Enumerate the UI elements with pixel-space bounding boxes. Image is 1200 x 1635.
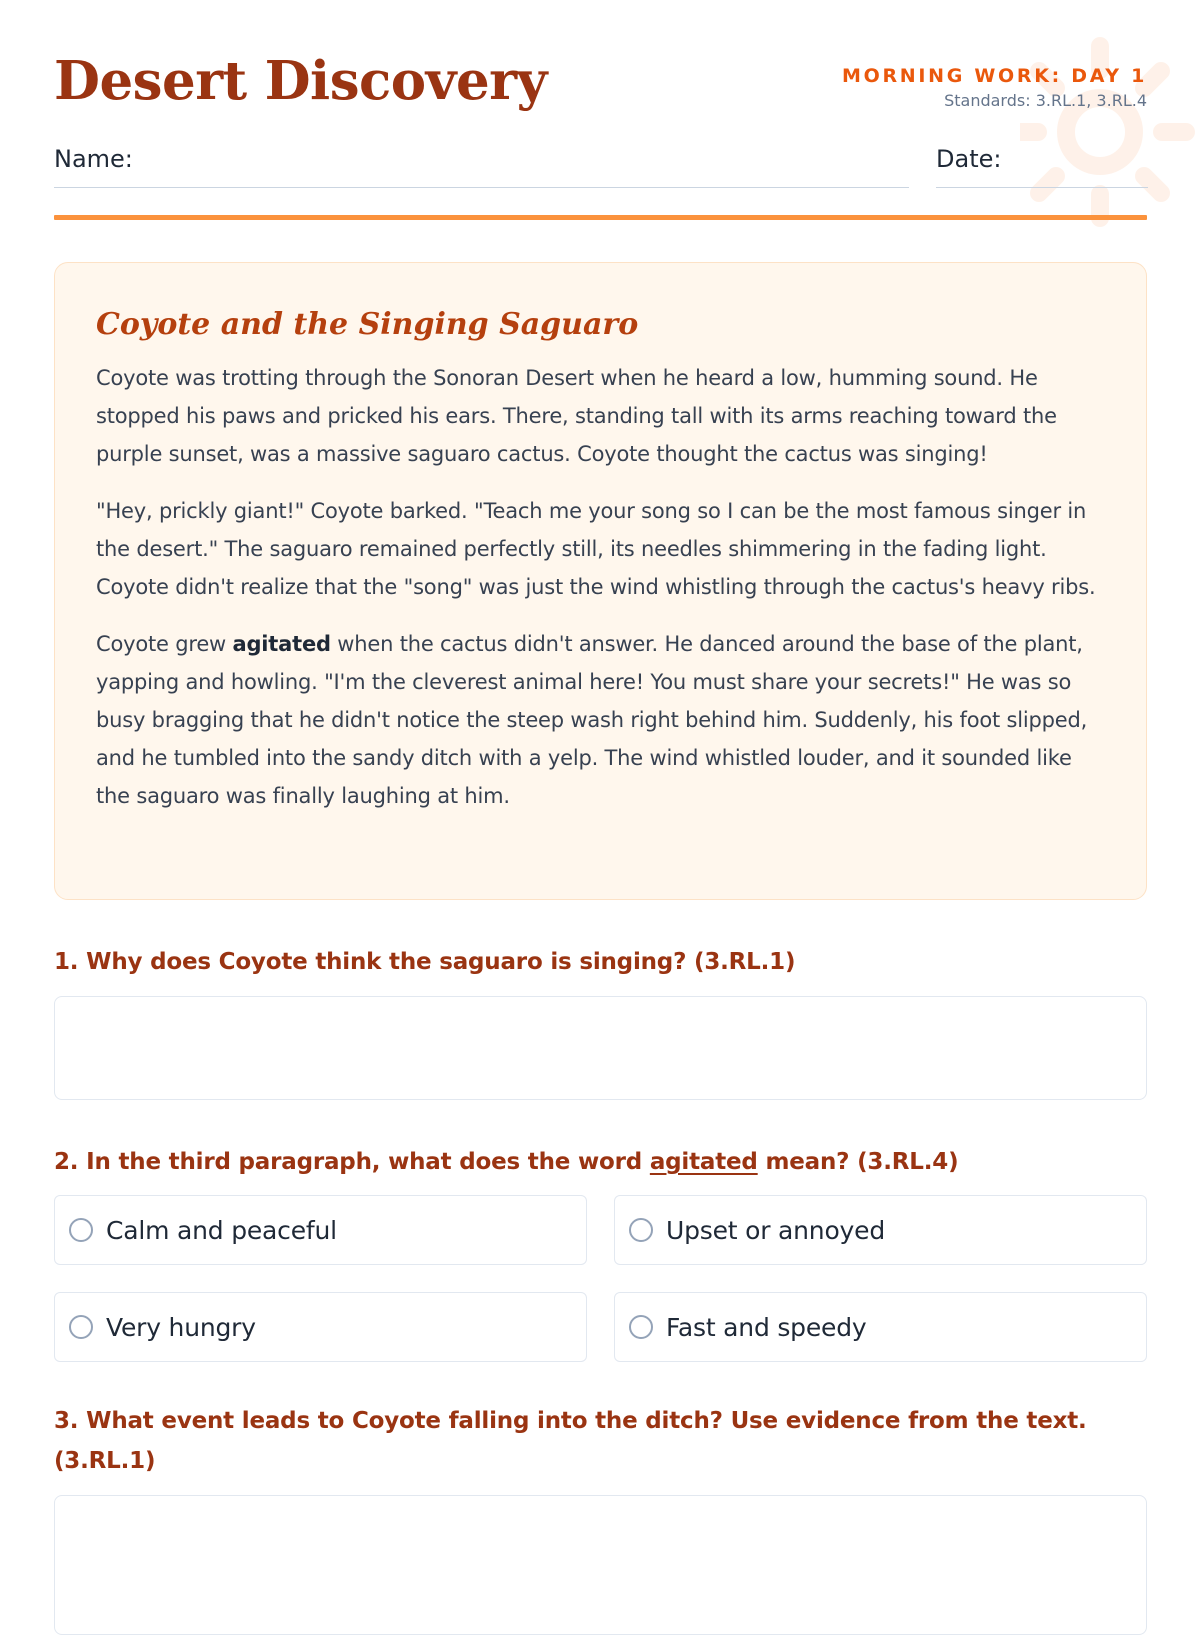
- story-passage: [54, 262, 1147, 900]
- morning-work-label: MORNING WORK: DAY 1: [842, 65, 1147, 87]
- radio-button[interactable]: [69, 1218, 93, 1242]
- radio-button[interactable]: [629, 1218, 653, 1242]
- answer-box-1[interactable]: [54, 996, 1147, 1100]
- story-paragraph: "Hey, prickly giant!" Coyote barked. "Teach me your song so I can be the most famous singer in the desert." The saguaro remained perfectly still, its needles shimmering in the fading light. Coyote didn't realize that the "song" was just the wind whistling through the cactus's heavy ribs.: [96, 499, 1096, 599]
- header-divider: [54, 215, 1147, 220]
- standards-label: Standards: 3.RL.1, 3.RL.4: [944, 91, 1147, 110]
- date-label: Date:: [936, 145, 1002, 173]
- choice-option[interactable]: [54, 1195, 587, 1265]
- question-1: 1. Why does Coyote think the saguaro is singing? (3.RL.1): [54, 949, 796, 975]
- radio-button[interactable]: [69, 1315, 93, 1339]
- name-field[interactable]: [54, 142, 909, 188]
- story-paragraph: Coyote was trotting through the Sonoran Desert when he heard a low, humming sound. He stopped his paws and pricked his ears. There, standing tall with its arms reaching toward the purple sunset, was a massive saguaro cactus. Coyote thought the cactus was singing!: [96, 366, 1057, 466]
- question-text: mean? (3.RL.4): [757, 1149, 959, 1175]
- header-meta: [842, 63, 1147, 114]
- choice-label: Very hungry: [106, 1312, 256, 1342]
- question-3: 3. What event leads to Coyote falling into the ditch? Use evidence from the text. (3.RL.1): [54, 1408, 1087, 1474]
- paragraph-text: when the cactus didn't answer. He danced around the base of the plant, yapping and howling. "I'm the cleverest animal here! You must share your secrets!" He was so busy bragging that he didn't notice the steep wash right behind him. Suddenly, his foot slipped, and he tumbled into the sandy ditch with a yelp. The wind whistled louder, and it sounded like the saguaro was finally laughing at him.: [96, 632, 1088, 808]
- choice-label: Calm and peaceful: [106, 1215, 337, 1245]
- name-label: Name:: [54, 145, 133, 173]
- question-2: [54, 1142, 958, 1182]
- story-title: Coyote and the Singing Saguaro: [96, 307, 639, 342]
- choice-option[interactable]: [54, 1292, 587, 1362]
- radio-button[interactable]: [629, 1315, 653, 1339]
- answer-box-3[interactable]: [54, 1495, 1147, 1635]
- choice-option[interactable]: [614, 1195, 1147, 1265]
- worksheet-page: [54, 0, 1147, 1600]
- vocabulary-word: agitated: [649, 1149, 758, 1175]
- choice-label: Upset or annoyed: [666, 1215, 885, 1245]
- date-field[interactable]: [936, 142, 1148, 188]
- choice-label: Fast and speedy: [666, 1312, 867, 1342]
- page-title: Desert Discovery: [54, 50, 547, 112]
- question-text: 2. In the third paragraph, what does the word: [54, 1149, 650, 1175]
- choice-option[interactable]: [614, 1292, 1147, 1362]
- story-paragraph: [96, 625, 1106, 815]
- paragraph-text: Coyote grew: [96, 632, 233, 656]
- vocabulary-word: agitated: [232, 632, 331, 656]
